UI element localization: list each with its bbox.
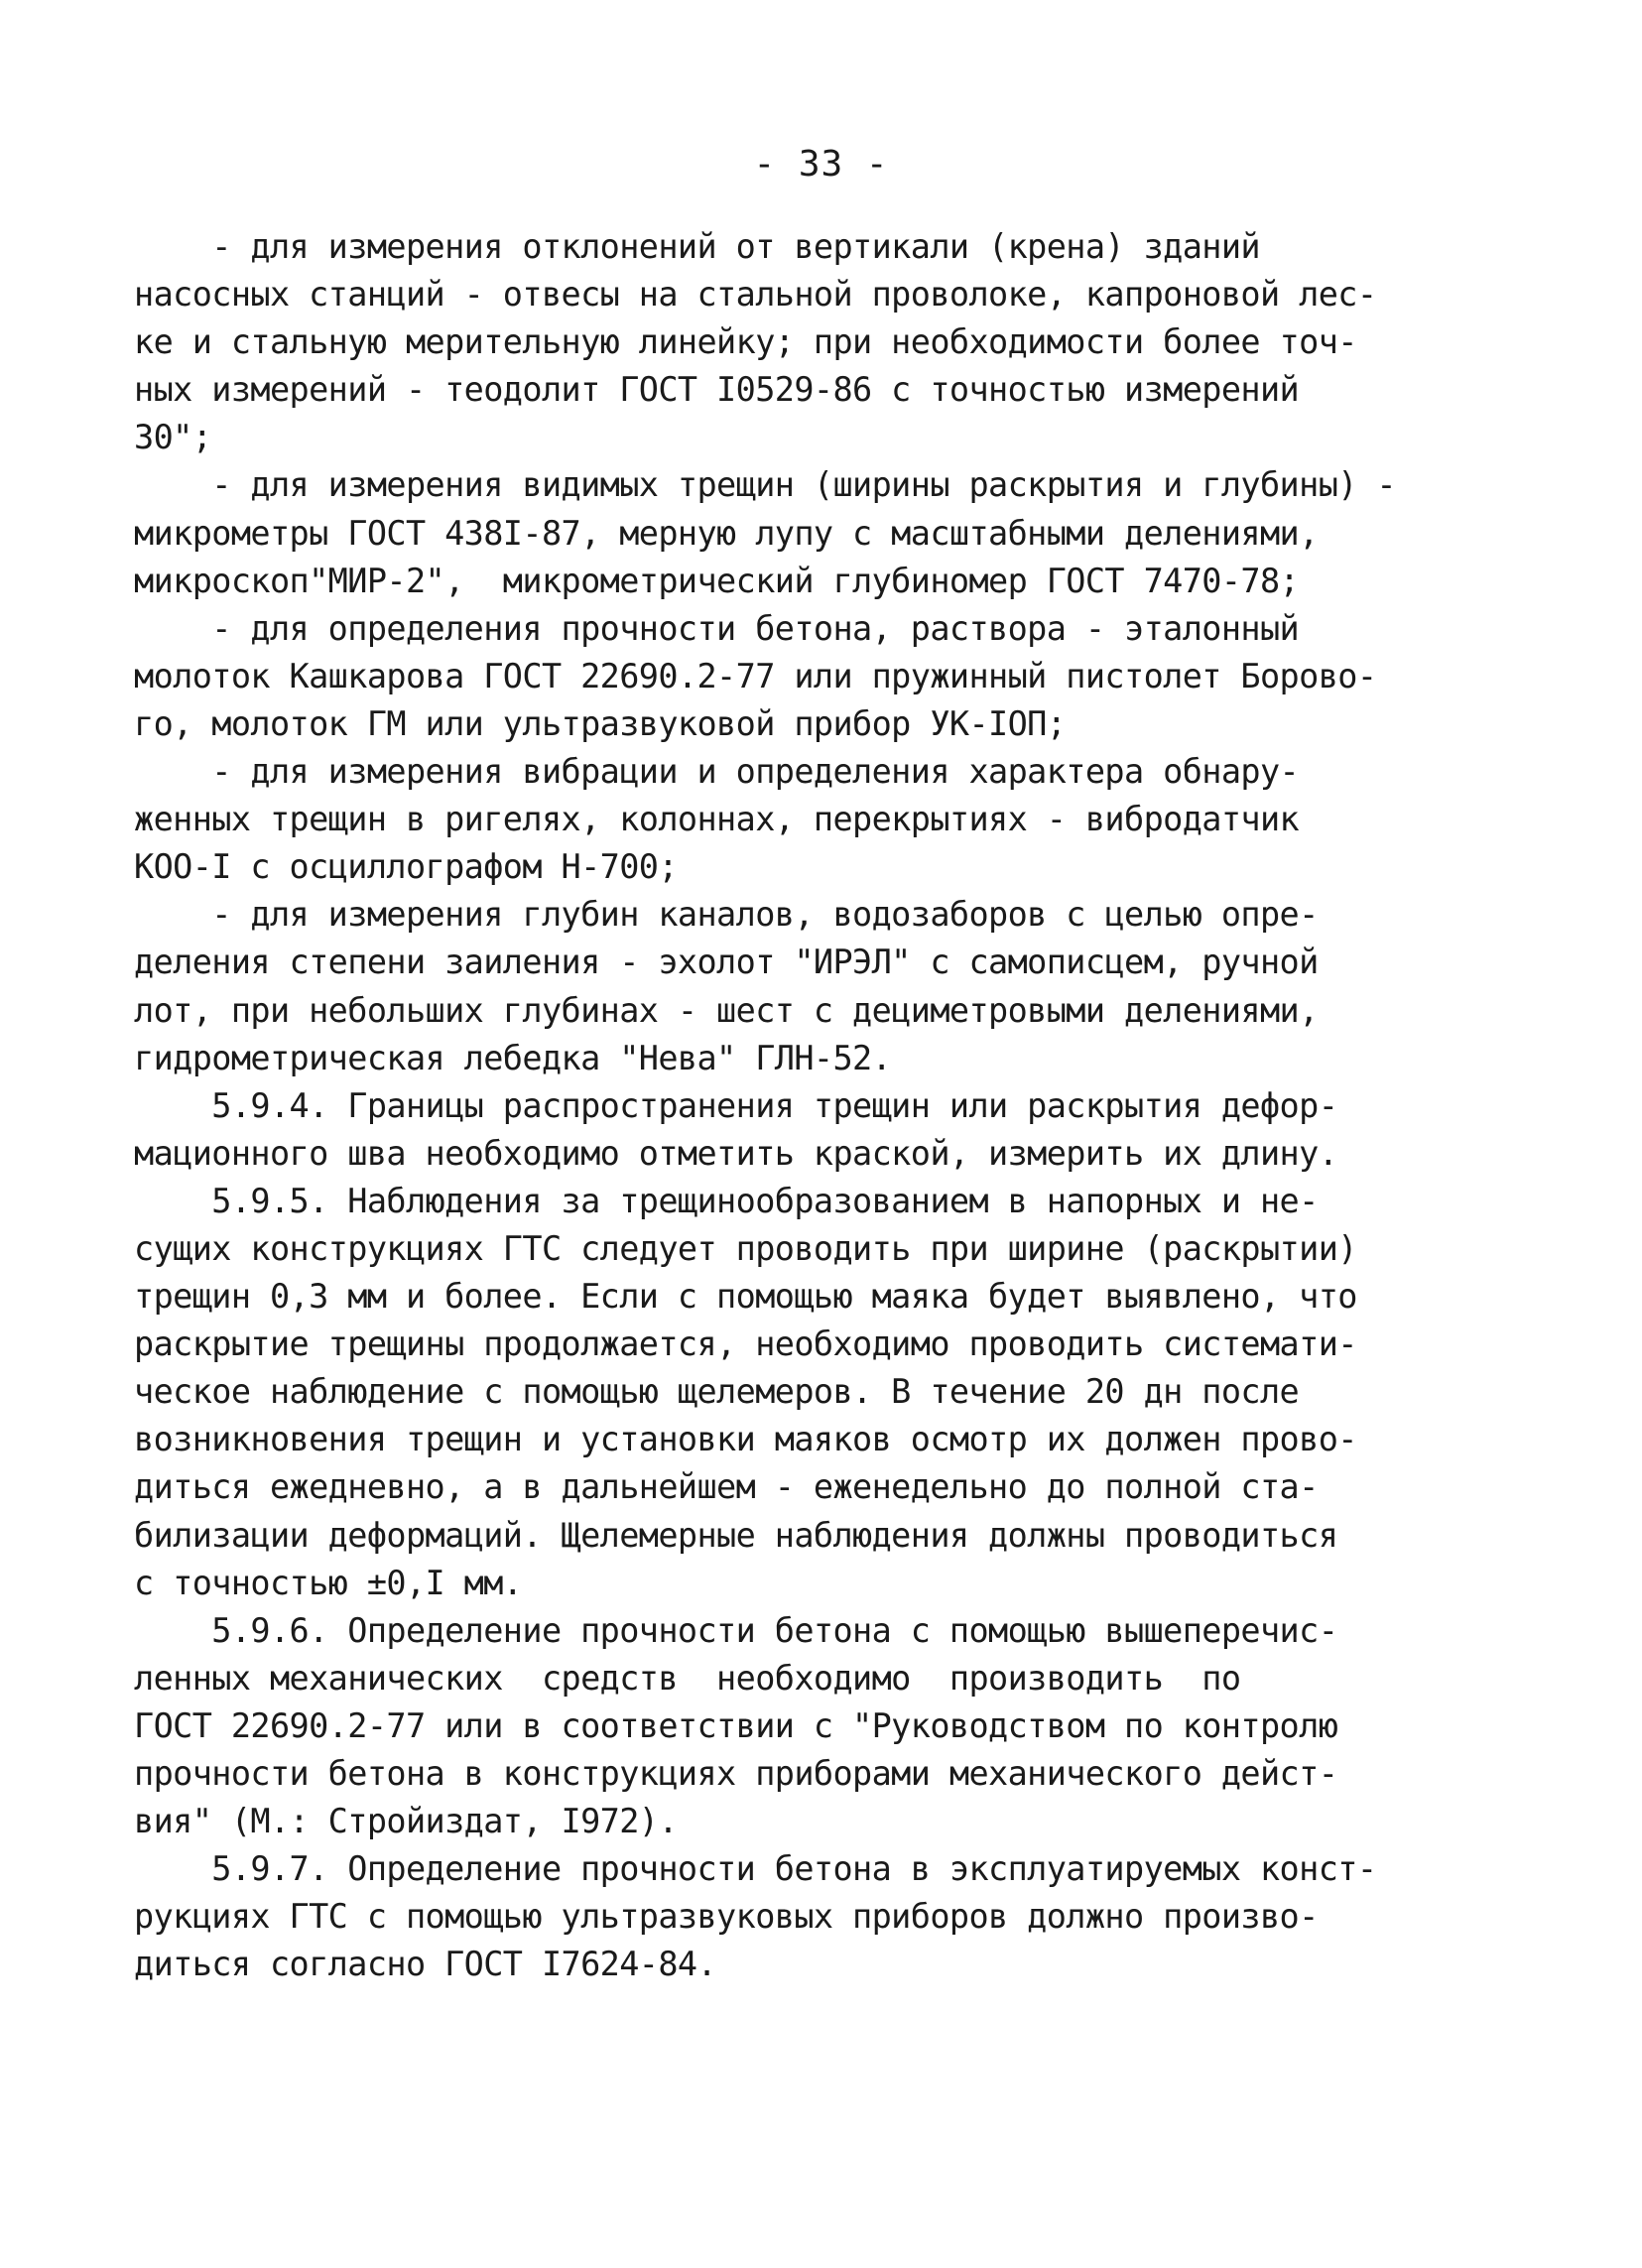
text-line: 5.9.5. Наблюдения за трещинообразованием в напорных и не- xyxy=(134,1181,1319,1220)
text-line: возникновения трещин и установки маяков осмотр их должен прово- xyxy=(134,1420,1357,1459)
text-line: женных трещин в ригелях, колоннах, перекрытиях - вибродатчик xyxy=(134,800,1300,839)
text-line: 5.9.6. Определение прочности бетона с помощью вышеперечис- xyxy=(134,1610,1338,1650)
text-line: КОО-I с осциллографом Н-700; xyxy=(134,847,678,887)
text-line: вия" (М.: Стройиздат, I972). xyxy=(134,1802,678,1841)
text-line: ГОСТ 22690.2-77 или в соответствии с "Руководством по контролю xyxy=(134,1705,1338,1745)
text-line: ных измерений - теодолит ГОСТ I0529-86 с точностью измерений xyxy=(134,370,1300,410)
text-line: деления степени заиления - эхолот "ИРЭЛ" с самописцем, ручной xyxy=(134,943,1319,982)
text-line: го, молоток ГМ или ультразвуковой прибор УК-IOП; xyxy=(134,703,1067,743)
text-line: - для измерения вибрации и определения характера обнару- xyxy=(134,752,1300,792)
text-line: рукциях ГТС с помощью ультразвуковых приборов должно произво- xyxy=(134,1897,1319,1937)
text-line: молоток Кашкарова ГОСТ 22690.2-77 или пружинный пистолет Борово- xyxy=(134,656,1377,695)
text-line: 5.9.7. Определение прочности бетона в эксплуатируемых конст- xyxy=(134,1849,1377,1889)
text-line: - для измерения видимых трещин (ширины раскрытия и глубины) - xyxy=(134,465,1396,505)
text-line: с точностью ±0,I мм. xyxy=(134,1563,523,1602)
text-line: - для определения прочности бетона, раствора - эталонный xyxy=(134,608,1300,648)
text-line: мационного шва необходимо отметить краской, измерить их длину. xyxy=(134,1133,1338,1173)
body-text xyxy=(134,223,1424,1988)
text-line: - для измерения отклонений от вертикали (крена) зданий xyxy=(134,227,1260,266)
text-line: насосных станций - отвесы на стальной проволоке, капроновой лес- xyxy=(134,275,1377,315)
text-line: диться ежедневно, а в дальнейшем - еженедельно до полной ста- xyxy=(134,1467,1319,1507)
text-line: прочности бетона в конструкциях приборами механического дейст- xyxy=(134,1754,1338,1793)
text-line: лот, при небольших глубинах - шест с дециметровыми делениями, xyxy=(134,990,1319,1030)
text-line: диться согласно ГОСТ I7624-84. xyxy=(134,1945,717,1984)
page-number: - 33 - xyxy=(753,144,889,185)
text-line: микроскоп"МИР-2", микрометрический глубиномер ГОСТ 7470-78; xyxy=(134,561,1300,600)
text-line: билизации деформаций. Щелемерные наблюдения должны проводиться xyxy=(134,1515,1338,1555)
text-line: ленных механических средств необходимо производить по xyxy=(134,1658,1241,1698)
text-line: сущих конструкциях ГТС следует проводить при ширине (раскрытии) xyxy=(134,1228,1357,1268)
text-line: микрометры ГОСТ 438I-87, мерную лупу с масштабными делениями, xyxy=(134,513,1319,553)
text-line: трещин 0,3 мм и более. Если с помощью маяка будет выявлено, что xyxy=(134,1277,1357,1317)
text-line: раскрытие трещины продолжается, необходимо проводить системати- xyxy=(134,1324,1357,1364)
text-line: 5.9.4. Границы распространения трещин или раскрытия дефор- xyxy=(134,1085,1338,1125)
text-line: гидрометрическая лебедка "Нева" ГЛН-52. xyxy=(134,1038,892,1077)
text-line: ке и стальную мерительную линейку; при необходимости более точ- xyxy=(134,322,1357,362)
text-line: - для измерения глубин каналов, водозаборов с целью опре- xyxy=(134,895,1319,935)
text-line: ческое наблюдение с помощью щелемеров. В течение 20 дн после xyxy=(134,1372,1300,1412)
text-line: 30"; xyxy=(134,418,212,457)
